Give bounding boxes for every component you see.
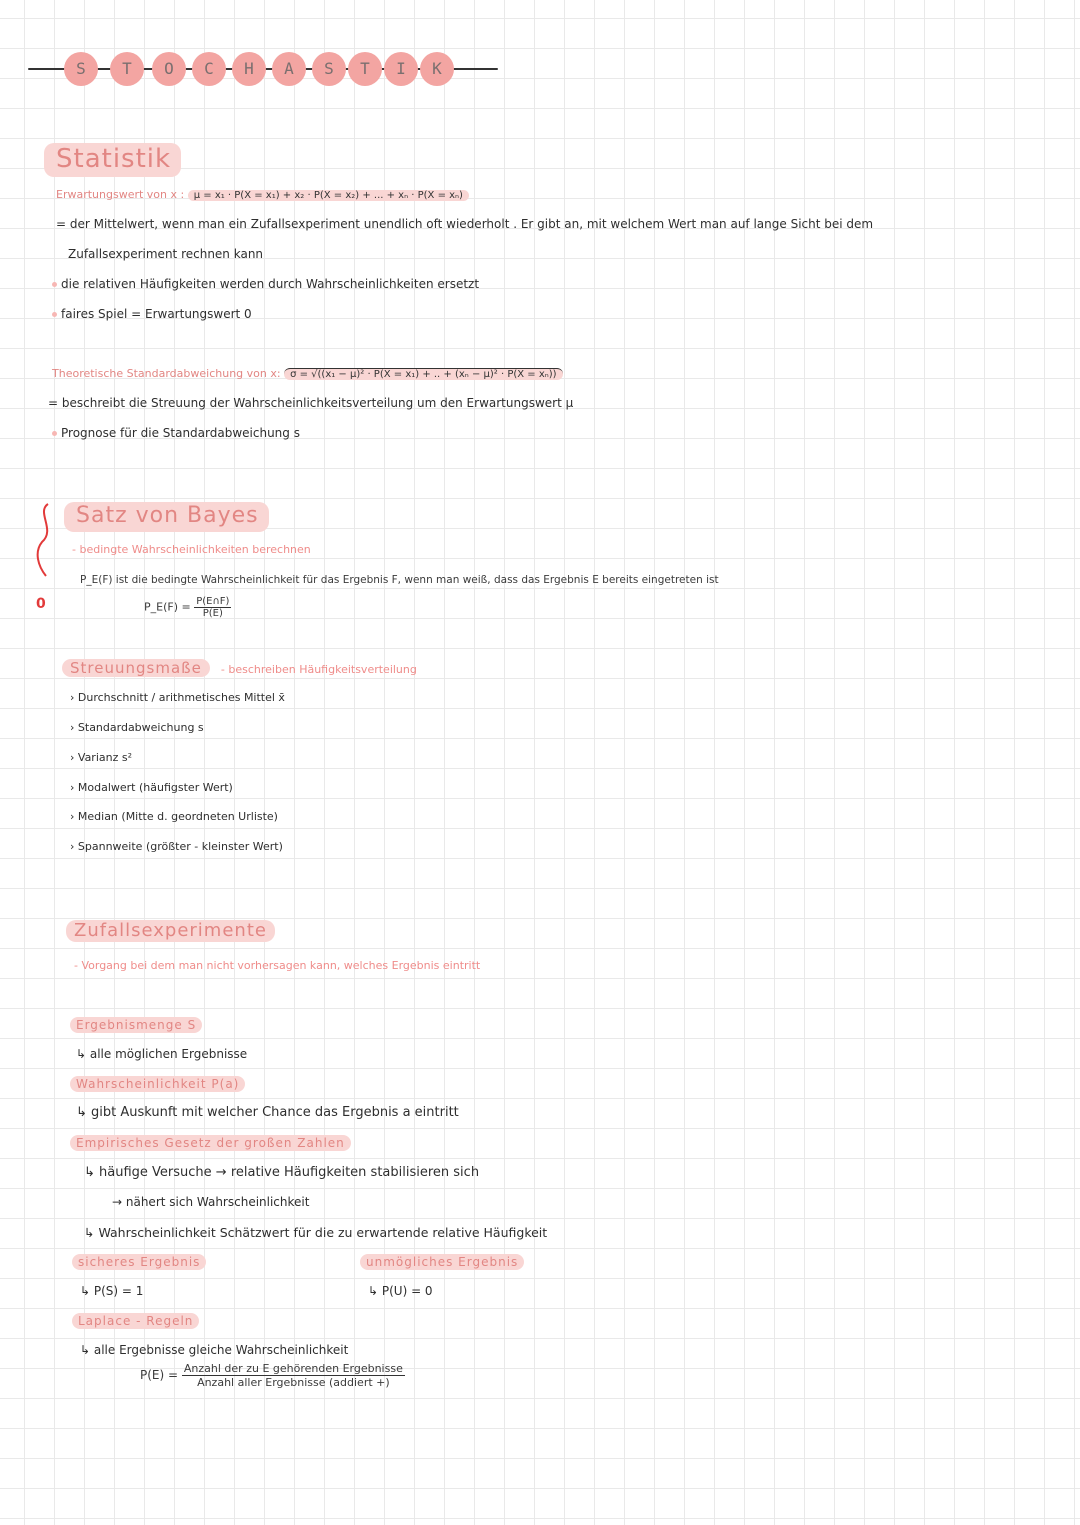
list-item: › Varianz s² [70,751,133,764]
title-letter: C [192,52,226,86]
section-heading-bayes: Satz von Bayes [64,502,269,532]
list-item: › Median (Mitte d. geordneten Urliste) [70,810,278,823]
bayes-subtitle: - bedingte Wahrscheinlichkeiten berechnen [72,543,311,556]
list-item: die relativen Häufigkeiten werden durch Wahrscheinlichkeiten ersetzt [52,277,479,291]
standardabweichung-formula: σ = √((x₁ − μ)² · P(X = x₁) + .. + (xₙ − μ)² · P(X = xₙ)) [284,368,562,380]
erwartungswert-description-cont: Zufallsexperiment rechnen kann [68,247,264,261]
empirisch-label: Empirisches Gesetz der großen Zahlen [70,1135,351,1151]
title-letter: A [272,52,306,86]
standardabweichung-row [52,367,563,380]
wahrscheinlichkeit-text: ↳ gibt Auskunft mit welcher Chance das Ergebnis a eintritt [76,1105,459,1120]
title-letter: H [232,52,266,86]
section-heading-statistik: Statistik [44,143,181,177]
zufall-subtitle: - Vorgang bei dem man nicht vorhersagen kann, welches Ergebnis eintritt [74,959,481,972]
laplace-text: ↳ alle Ergebnisse gleiche Wahrscheinlichkeit [80,1343,349,1357]
wahrscheinlichkeit-label: Wahrscheinlichkeit P(a) [70,1076,245,1092]
bayes-formula-lhs: P_E(F) = [144,600,191,614]
bayes-numerator: P(E∩F) [196,596,230,607]
title-letter: T [110,52,144,86]
laplace-formula [140,1362,405,1389]
page-title [28,46,498,94]
erwartungswert-description: = der Mittelwert, wenn man ein Zufallsexperiment unendlich oft wiederholt . Er gibt an, mit welchem Wert man auf lange Sicht bei dem [56,217,874,231]
title-letter: K [420,52,454,86]
title-letter: S [64,52,98,86]
laplace-fraction [182,1362,405,1389]
title-letter: T [348,52,382,86]
unmoegliches-ergebnis-label: unmögliches Ergebnis [360,1254,524,1270]
section-heading-zufall: Zufallsexperimente [66,920,275,942]
list-item: › Modalwert (häufigster Wert) [70,781,233,794]
unmoegliches-ergebnis-text: ↳ P(U) = 0 [368,1284,433,1298]
bayes-denominator: P(E) [202,608,223,619]
empirisch-text: ↳ häufige Versuche → relative Häufigkeiten stabilisieren sich [84,1165,480,1180]
margin-bracket-icon [30,500,60,580]
sicheres-ergebnis-text: ↳ P(S) = 1 [80,1284,144,1298]
ergebnismenge-text: ↳ alle möglichen Ergebnisse [76,1047,248,1061]
erwartungswert-row [56,188,469,201]
empirisch-text-extra: ↳ Wahrscheinlichkeit Schätzwert für die zu erwartende relative Häufigkeit [84,1225,548,1240]
streuung-subtitle: - beschreiben Häufigkeitsverteilung [220,663,417,676]
laplace-numerator: Anzahl der zu E gehörenden Ergebnisse [183,1362,403,1375]
empirisch-text-cont: → nähert sich Wahrscheinlichkeit [112,1195,310,1209]
bayes-description: P_E(F) ist die bedingte Wahrscheinlichkeit für das Ergebnis F, wenn man weiß, dass das Ergebnis E bereits eingetreten ist [80,574,719,586]
laplace-formula-lhs: P(E) = [140,1368,179,1382]
list-item: faires Spiel = Erwartungswert 0 [52,307,252,321]
ergebnismenge-label: Ergebnismenge S [70,1017,202,1033]
sicheres-ergebnis-label: sicheres Ergebnis [72,1254,206,1270]
laplace-label: Laplace - Regeln [72,1313,199,1329]
streuung-heading-row [62,657,417,679]
margin-mark: 0 [36,596,46,612]
bullet-icon [52,431,57,436]
title-letter: O [152,52,186,86]
bayes-fraction [194,596,231,619]
list-item: › Standardabweichung s [70,721,204,734]
title-letter: S [312,52,346,86]
laplace-denominator: Anzahl aller Ergebnisse (addiert +) [197,1376,390,1389]
standardabweichung-label: Theoretische Standardabweichung von x: [52,367,281,380]
bullet-icon [52,312,57,317]
standardabweichung-description: = beschreibt die Streuung der Wahrscheinlichkeitsverteilung um den Erwartungswert μ [48,396,574,410]
title-letter: I [384,52,418,86]
erwartungswert-label: Erwartungswert von x : [56,188,185,201]
section-heading-streuung: Streuungsmaße [62,659,210,677]
erwartungswert-formula: μ = x₁ · P(X = x₁) + x₂ · P(X = x₂) + ... + xₙ · P(X = xₙ) [188,190,469,201]
bayes-formula [144,596,231,619]
list-item: › Spannweite (größter - kleinster Wert) [70,840,283,853]
bullet-icon [52,282,57,287]
list-item: › Durchschnitt / arithmetisches Mittel x̄ [70,691,285,704]
list-item: Prognose für die Standardabweichung s [52,426,300,440]
